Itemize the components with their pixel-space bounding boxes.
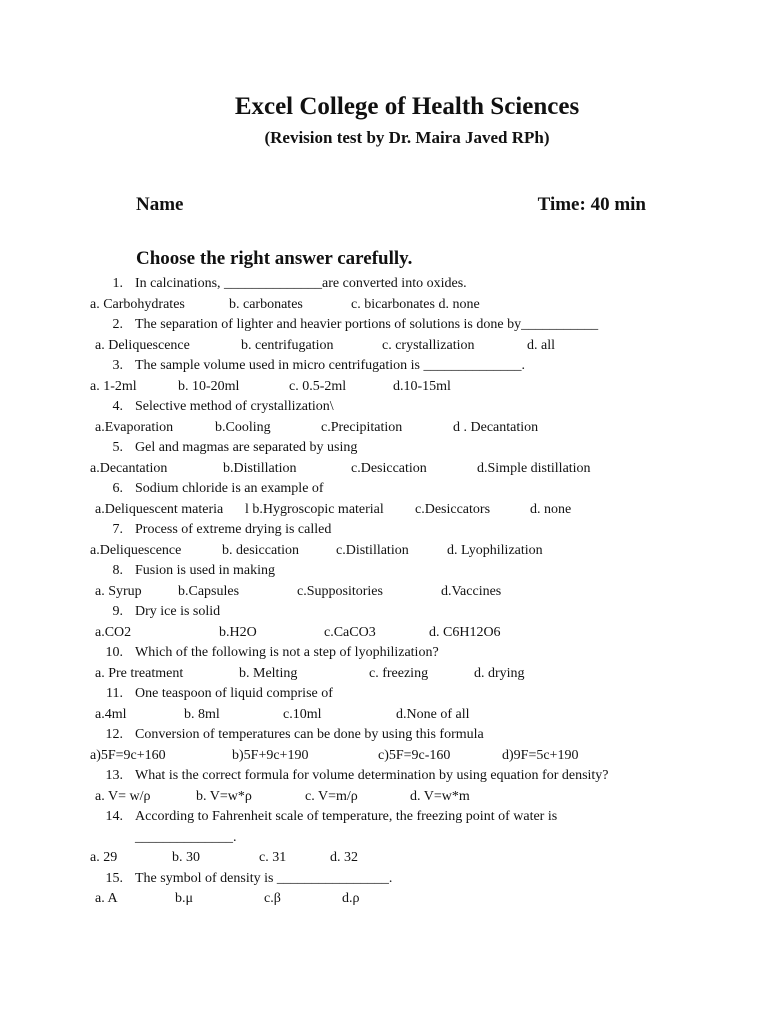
options-row bbox=[0, 664, 768, 685]
answer-option: c.β bbox=[264, 891, 281, 906]
answer-option: b)5F+9c+190 bbox=[232, 747, 309, 763]
options-row bbox=[0, 746, 768, 767]
options-row bbox=[0, 705, 768, 726]
question-text: The sample volume used in micro centrifugation is ______________. bbox=[135, 358, 525, 373]
answer-option: d. 32 bbox=[330, 850, 358, 865]
answer-option: d.Vaccines bbox=[441, 583, 502, 599]
time-label: Time: 40 min bbox=[537, 194, 646, 215]
answer-option: b.H2O bbox=[219, 624, 257, 640]
answer-option: d. drying bbox=[474, 665, 525, 681]
answer-option: c)5F=9c-160 bbox=[378, 747, 451, 763]
options-row bbox=[0, 377, 768, 398]
answer-option: a.Deliquescence bbox=[90, 542, 182, 558]
answer-option: d. C6H12O6 bbox=[429, 624, 501, 640]
question-row bbox=[0, 274, 768, 295]
answer-option: a. Pre treatment bbox=[95, 665, 184, 681]
question-row bbox=[0, 602, 768, 623]
answer-option: d.ρ bbox=[342, 891, 360, 906]
answer-option: c. V=m/ρ bbox=[305, 788, 358, 804]
question-number: 8. bbox=[112, 563, 123, 578]
answer-option: d. Lyophilization bbox=[447, 542, 543, 558]
answer-option: c.Precipitation bbox=[321, 419, 403, 435]
question-row bbox=[0, 643, 768, 664]
question-text: The symbol of density is ________________. bbox=[135, 870, 393, 886]
answer-option: c.Desiccators bbox=[415, 501, 491, 517]
question-row bbox=[0, 520, 768, 541]
question-number: 2. bbox=[112, 317, 123, 332]
answer-option: c.Suppositories bbox=[297, 583, 383, 599]
answer-option: a.Evaporation bbox=[95, 419, 174, 435]
answer-option: l b.Hygroscopic material bbox=[245, 501, 384, 517]
question-number: 15. bbox=[105, 870, 123, 886]
options-row bbox=[0, 336, 768, 357]
name-label: Name bbox=[136, 194, 184, 215]
question-number: 11. bbox=[106, 686, 123, 701]
answer-option: d.Simple distillation bbox=[477, 460, 591, 476]
answer-option: a.4ml bbox=[95, 706, 127, 722]
question-row bbox=[0, 438, 768, 459]
options-row bbox=[0, 582, 768, 603]
question-number: 13. bbox=[105, 768, 123, 783]
answer-option: b.μ bbox=[175, 891, 194, 906]
answer-option: a.Decantation bbox=[90, 460, 168, 476]
instruction-heading: Choose the right answer carefully. bbox=[136, 248, 413, 269]
answer-option: a)5F=9c+160 bbox=[90, 747, 166, 763]
question-row bbox=[0, 766, 768, 787]
document-subtitle: (Revision test by Dr. Maira Javed RPh) bbox=[264, 128, 550, 147]
question-list bbox=[0, 274, 768, 910]
answer-option: d. all bbox=[527, 337, 555, 353]
answer-option: a. Syrup bbox=[95, 583, 142, 599]
options-row bbox=[0, 541, 768, 562]
answer-option: b.Cooling bbox=[215, 419, 271, 435]
answer-option: b. 10-20ml bbox=[178, 378, 240, 394]
answer-option: d. none bbox=[530, 501, 572, 517]
question-number: 3. bbox=[112, 358, 123, 373]
answer-option: d.None of all bbox=[396, 706, 470, 722]
document-title: Excel College of Health Sciences bbox=[234, 93, 580, 120]
answer-option: b. carbonates bbox=[229, 296, 303, 312]
question-number: 6. bbox=[112, 481, 123, 496]
question-number: 12. bbox=[105, 727, 123, 742]
answer-option: c. 0.5-2ml bbox=[289, 378, 347, 394]
options-row bbox=[0, 623, 768, 644]
question-text: Sodium chloride is an example of bbox=[135, 481, 324, 496]
answer-option: a.CO2 bbox=[95, 624, 132, 640]
answer-option: b. 30 bbox=[172, 850, 200, 865]
answer-option: a. A bbox=[95, 891, 118, 906]
question-text: Gel and magmas are separated by using bbox=[135, 440, 358, 455]
question-number: 4. bbox=[112, 399, 123, 414]
answer-option: a. 29 bbox=[90, 850, 118, 865]
answer-option: a. V= w/ρ bbox=[95, 788, 151, 804]
question-text: The separation of lighter and heavier portions of solutions is done by___________ bbox=[135, 317, 599, 332]
answer-option: c. bicarbonates d. none bbox=[351, 296, 480, 312]
options-row bbox=[0, 787, 768, 808]
question-continuation-row bbox=[0, 828, 768, 849]
answer-option: a.Deliquescent materia bbox=[95, 501, 224, 517]
question-text: What is the correct formula for volume determination by using equation for density? bbox=[135, 768, 609, 783]
answer-option: b.Distillation bbox=[223, 460, 297, 476]
answer-option: b. desiccation bbox=[222, 542, 299, 558]
answer-option: b. 8ml bbox=[184, 706, 220, 722]
answer-option: c.Distillation bbox=[336, 542, 409, 558]
question-number: 14. bbox=[105, 809, 123, 824]
answer-option: a. Deliquescence bbox=[95, 337, 190, 353]
answer-option: d)9F=5c+190 bbox=[502, 747, 579, 763]
question-row bbox=[0, 479, 768, 500]
question-text: In calcinations, ______________are converted into oxides. bbox=[135, 276, 467, 291]
options-row bbox=[0, 500, 768, 521]
question-text: Process of extreme drying is called bbox=[135, 522, 332, 537]
answer-option: c.10ml bbox=[283, 706, 322, 722]
question-number: 9. bbox=[112, 604, 123, 619]
question-text: Selective method of crystallization\ bbox=[135, 399, 334, 414]
question-row bbox=[0, 869, 768, 890]
question-row bbox=[0, 561, 768, 582]
options-row bbox=[0, 418, 768, 439]
question-row bbox=[0, 397, 768, 418]
question-row bbox=[0, 356, 768, 377]
answer-option: b. Melting bbox=[239, 665, 298, 681]
answer-option: d. V=w*m bbox=[410, 788, 470, 804]
question-number: 5. bbox=[112, 440, 123, 455]
options-row bbox=[0, 848, 768, 869]
question-text: Conversion of temperatures can be done by using this formula bbox=[135, 727, 484, 742]
question-row bbox=[0, 725, 768, 746]
answer-option: b. V=w*ρ bbox=[196, 788, 252, 804]
question-row bbox=[0, 807, 768, 828]
options-row bbox=[0, 295, 768, 316]
question-text: Dry ice is solid bbox=[135, 604, 221, 619]
question-text: Fusion is used in making bbox=[135, 563, 276, 578]
answer-option: b.Capsules bbox=[178, 583, 240, 599]
question-row bbox=[0, 315, 768, 336]
question-number: 7. bbox=[112, 522, 123, 537]
question-row bbox=[0, 684, 768, 705]
question-number: 1. bbox=[112, 276, 123, 291]
options-row bbox=[0, 889, 768, 910]
answer-option: c. 31 bbox=[259, 850, 287, 865]
question-continuation: ______________. bbox=[135, 829, 237, 845]
answer-option: c.CaCO3 bbox=[324, 624, 376, 640]
question-text: According to Fahrenheit scale of temperature, the freezing point of water is bbox=[135, 809, 558, 824]
question-text: One teaspoon of liquid comprise of bbox=[135, 686, 333, 701]
answer-option: b. centrifugation bbox=[241, 337, 334, 353]
answer-option: c. crystallization bbox=[382, 337, 475, 353]
answer-option: a. Carbohydrates bbox=[90, 296, 185, 312]
answer-option: d.10-15ml bbox=[393, 378, 451, 394]
answer-option: a. 1-2ml bbox=[90, 378, 137, 394]
answer-option: d . Decantation bbox=[453, 419, 539, 435]
answer-option: c. freezing bbox=[369, 665, 429, 681]
question-number: 10. bbox=[105, 645, 123, 660]
answer-option: c.Desiccation bbox=[351, 460, 427, 476]
question-text: Which of the following is not a step of lyophilization? bbox=[135, 645, 439, 660]
options-row bbox=[0, 459, 768, 480]
